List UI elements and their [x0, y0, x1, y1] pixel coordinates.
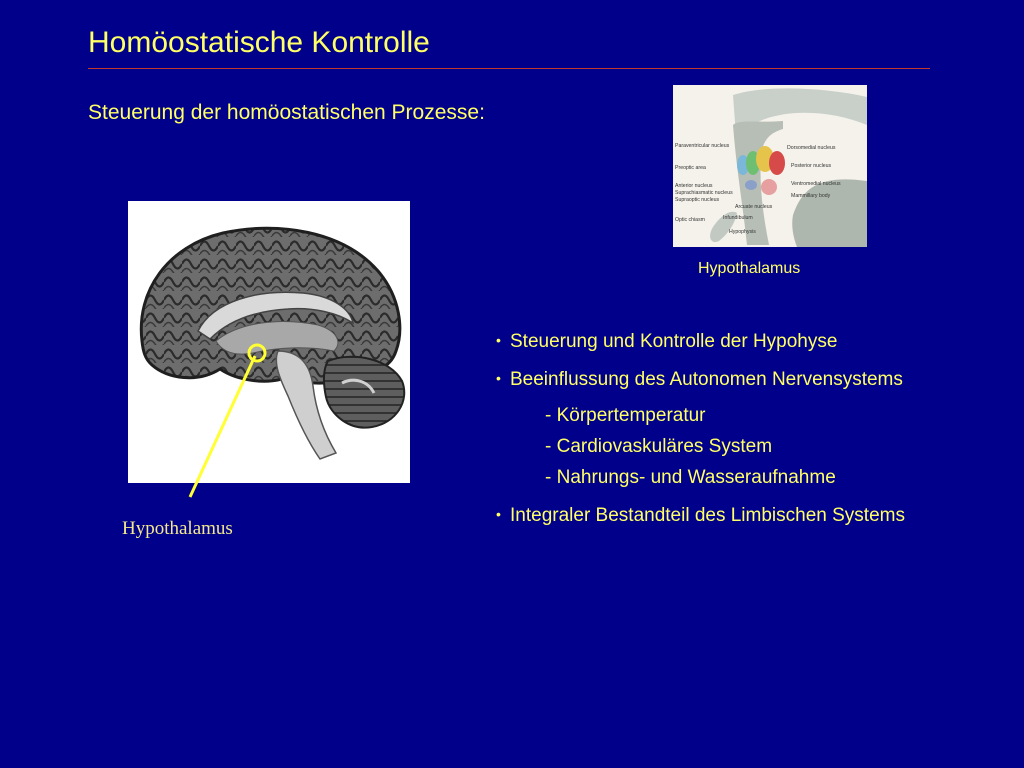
diagram-label: Posterior nucleus [791, 163, 832, 169]
brain-sagittal-image [128, 201, 410, 483]
slide-title: Homöostatische Kontrolle [88, 26, 430, 59]
sub-item: - Nahrungs- und Wasseraufnahme [545, 467, 836, 488]
bullet-item [496, 331, 837, 353]
bullet-text: Steuerung und Kontrolle der Hypohyse [510, 331, 838, 352]
sub-item: - Körpertemperatur [545, 405, 706, 426]
bullet-marker: • [496, 332, 501, 348]
bullet-marker: • [496, 370, 501, 386]
bullet-marker: • [496, 506, 501, 522]
diagram-label: Suprachiasmatic nucleus [675, 190, 733, 196]
slide-subtitle: Steuerung der homöostatischen Prozesse: [88, 101, 485, 124]
diagram-label: Ventromedial nucleus [791, 181, 841, 187]
diagram-label: Infundibulum [723, 215, 753, 221]
diagram-label: Arcuate nucleus [735, 204, 773, 210]
hypothalamus-diagram [673, 85, 867, 247]
diagram-label: Supraoptic nucleus [675, 197, 720, 203]
diagram-label: Paraventricular nucleus [675, 143, 730, 149]
title-divider [88, 68, 930, 69]
diagram-label: Preoptic area [675, 165, 706, 171]
bullet-text: Beeinflussung des Autonomen Nervensystems [510, 369, 903, 390]
sub-item: - Cardiovaskuläres System [545, 436, 773, 457]
bullet-text: Integraler Bestandteil des Limbischen Systems [510, 505, 905, 526]
diagram-label: Dorsomedial nucleus [787, 145, 836, 151]
brain-illustration [128, 201, 410, 483]
brain-image-caption: Hypothalamus [122, 518, 233, 539]
diagram-label: Optic chiasm [675, 217, 705, 223]
diagram-caption: Hypothalamus [698, 260, 801, 277]
diagram-label: Mammillary body [791, 193, 831, 199]
hypothalamus-diagram-illustration [673, 85, 867, 247]
diagram-label: Anterior nucleus [675, 183, 713, 189]
diagram-label: Hypophysis [729, 229, 756, 235]
bullet-item [496, 369, 903, 391]
bullet-item [496, 505, 905, 527]
